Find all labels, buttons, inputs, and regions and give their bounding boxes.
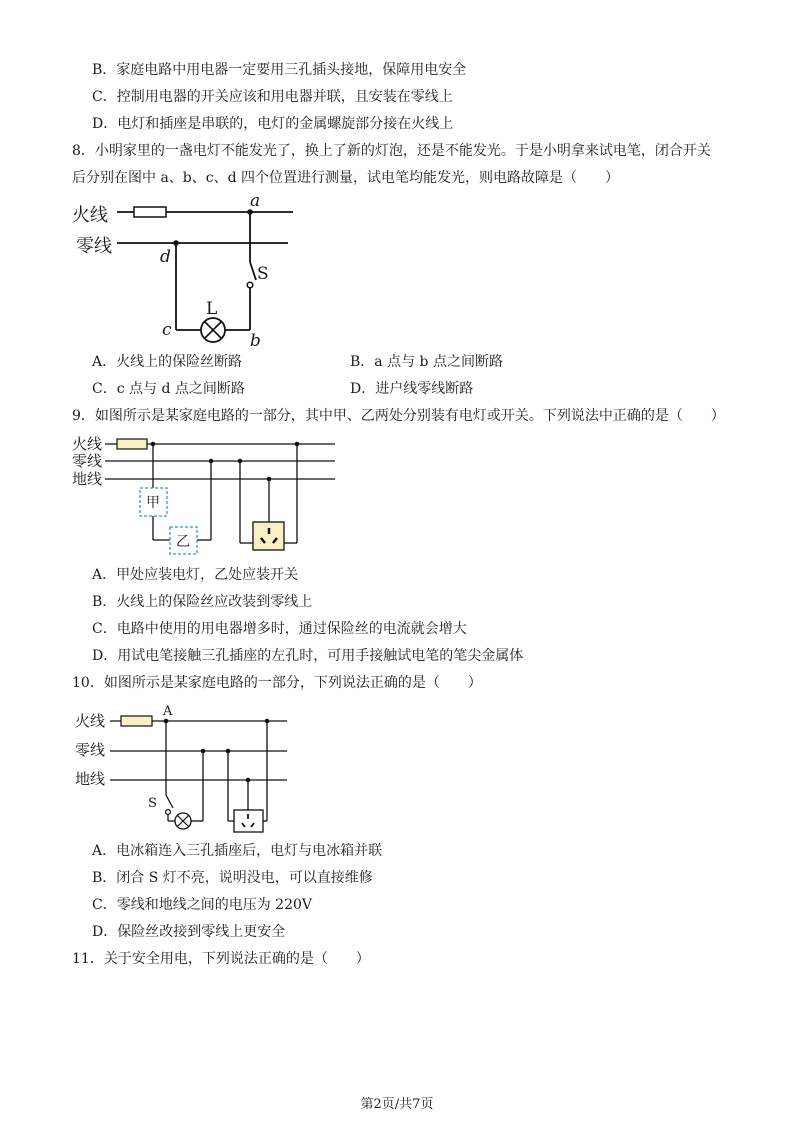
q8-option-d: D．进户线零线断路: [350, 381, 474, 397]
q10-fuse: [121, 716, 152, 726]
q10-option-d: D．保险丝改接到零线上更安全: [92, 924, 286, 940]
q10-circuit-diagram: [60, 700, 310, 840]
q9-yi-label: 乙: [176, 534, 190, 550]
q10-neutral-label: 零线: [75, 741, 106, 759]
q11-stem: 11．关于安全用电，下列说法正确的是（ ）: [72, 951, 370, 967]
q8-fuse: [134, 207, 166, 217]
q9-live-label: 火线: [72, 435, 103, 453]
option-d-prev: D．电灯和插座是串联的，电灯的金属螺旋部分接在火线上: [92, 116, 454, 132]
q8-point-d: d: [160, 247, 171, 267]
q8-switch: [250, 262, 256, 280]
q9-ground-label: 地线: [72, 470, 103, 488]
q8-switch-label: S: [257, 264, 269, 284]
q9-fuse: [117, 439, 147, 449]
option-b-prev: B．家庭电路中用电器一定要用三孔插头接地，保障用电安全: [92, 62, 467, 78]
q8-point-c: c: [162, 320, 172, 340]
q9-neutral-label: 零线: [72, 452, 103, 470]
q9-socket-icon: [253, 522, 284, 550]
q9-circuit-diagram: [60, 430, 350, 560]
q10-ground-label: 地线: [75, 770, 106, 788]
q8-neutral-label: 零线: [76, 236, 112, 257]
q9-option-d: D．用试电笔接触三孔插座的左孔时，可用手接触试电笔的笔尖金属体: [92, 648, 524, 664]
q8-circuit-diagram: [60, 190, 310, 350]
q8-live-label: 火线: [72, 205, 108, 226]
q8-stem-line2: 后分别在图中 a、b、c、d 四个位置进行测量，试电笔均能发光，则电路故障是（ ）: [72, 170, 620, 186]
q9-option-c: C．电路中使用的用电器增多时，通过保险丝的电流就会增大: [92, 621, 467, 637]
option-c-prev: C．控制用电器的开关应该和用电器并联，且安装在零线上: [92, 89, 453, 105]
q8-stem-line1: 8．小明家里的一盏电灯不能发光了，换上了新的灯泡，还是不能发光。于是小明拿来试电笔，闭合开关: [72, 143, 711, 159]
q10-socket-icon: [234, 810, 263, 832]
q9-option-a: A．甲处应装电灯，乙处应装开关: [92, 567, 299, 583]
q10-option-b: B．闭合 S 灯不亮，说明没电，可以直接维修: [92, 870, 373, 886]
q9-jia-label: 甲: [146, 495, 160, 511]
q10-switch-label: S: [148, 796, 157, 811]
q8-lamp-label: L: [206, 299, 218, 319]
q10-option-c: C．零线和地线之间的电压为 220V: [92, 897, 312, 913]
q10-point-a: A: [163, 704, 173, 719]
q10-lamp-icon: [175, 813, 191, 829]
page-footer: 第2页/共7页: [360, 1097, 434, 1112]
q10-option-a: A．电冰箱连入三孔插座后，电灯与电冰箱并联: [92, 843, 383, 859]
q9-option-b: B．火线上的保险丝应改装到零线上: [92, 594, 313, 610]
q8-point-a: a: [250, 191, 261, 211]
q8-lamp-icon: [201, 318, 225, 342]
q8-option-b: B．a 点与 b 点之间断路: [350, 354, 503, 370]
q8-point-b: b: [250, 331, 261, 351]
q9-stem: 9．如图所示是某家庭电路的一部分，其中甲、乙两处分别装有电灯或开关。下列说法中正确的是（ ）: [72, 408, 725, 424]
q8-option-c: C．c 点与 d 点之间断路: [92, 381, 245, 397]
q8-option-a: A．火线上的保险丝断路: [92, 354, 243, 370]
q10-switch: [166, 795, 173, 808]
q10-live-label: 火线: [75, 712, 106, 730]
q10-stem: 10．如图所示是某家庭电路的一部分，下列说法正确的是（ ）: [72, 675, 482, 691]
